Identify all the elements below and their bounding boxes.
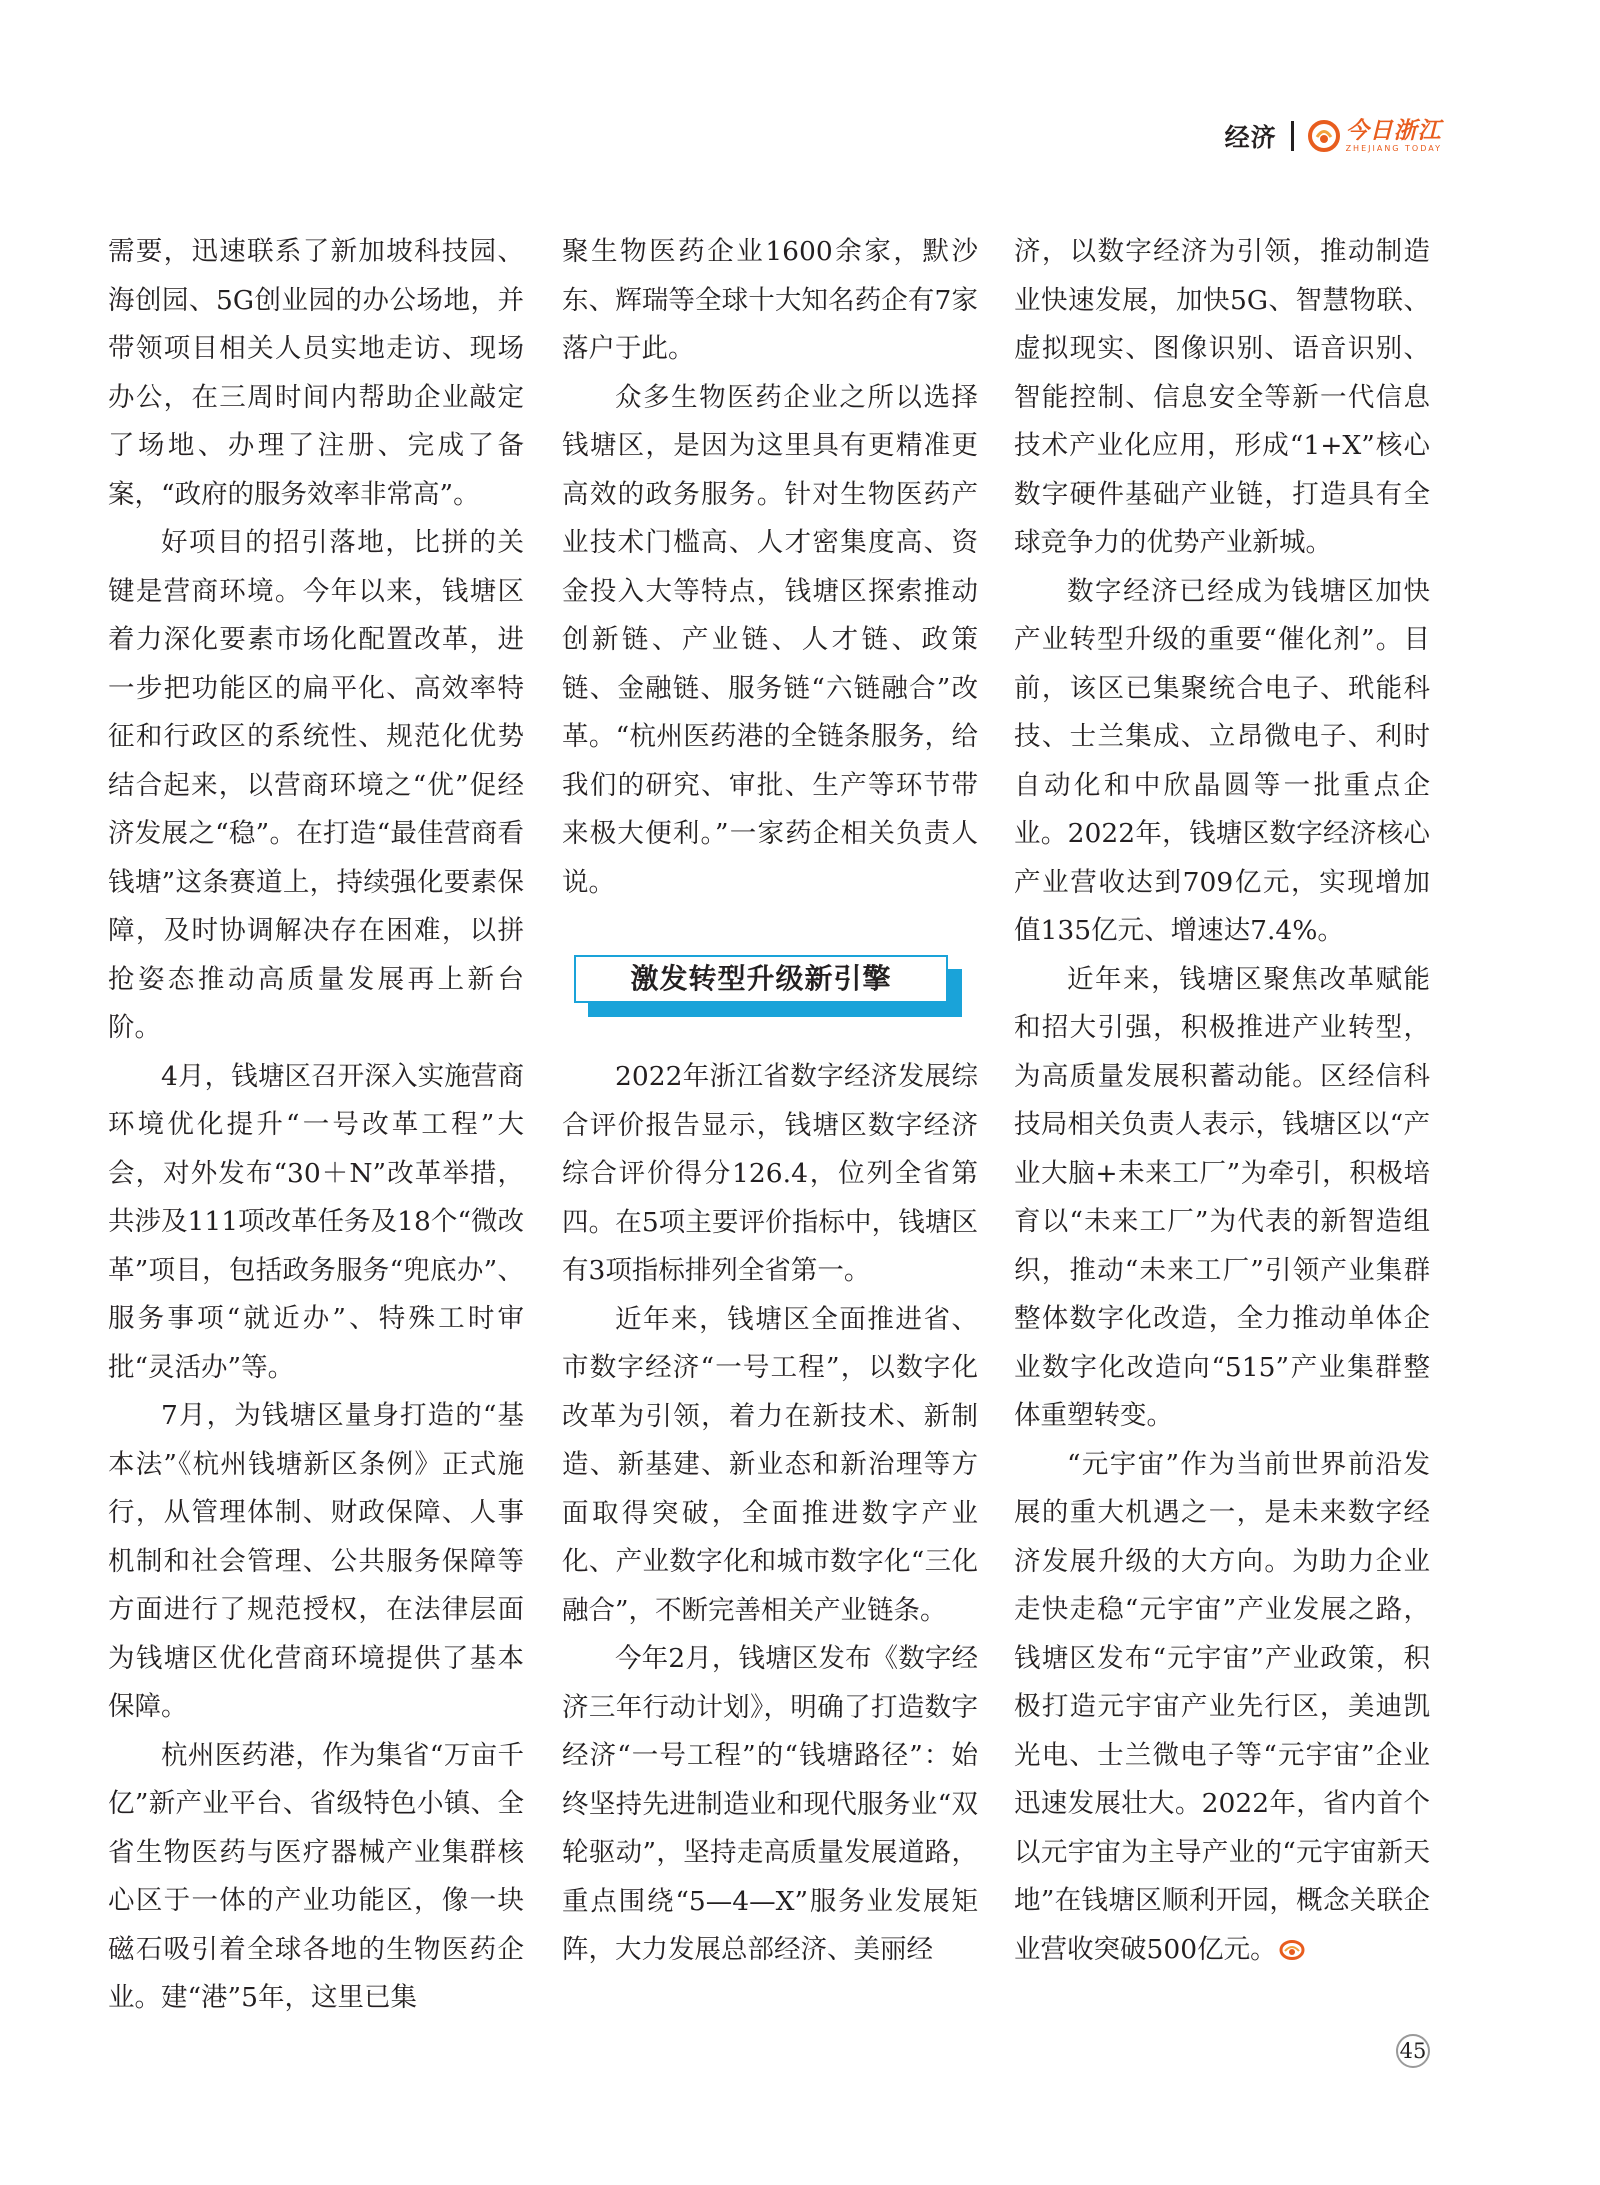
page-header — [1225, 118, 1442, 154]
article-column-1 — [108, 228, 524, 2023]
subheading-title: 激发转型升级新引擎 — [574, 955, 948, 1003]
paragraph: 好项目的招引落地，比拼的关键是营商环境。今年以来，钱塘区着力深化要素市场化配置改革，进一步把功能区的扁平化、高效率特征和行政区的系统性、规范化优势结合起来，以营商环境之“优”促经济发展之“稳”。在打造“最佳营商看钱塘”这条赛道上，持续强化要素保障，及时协调解决存在困难，以拼抢姿态推动高质量发展再上新台阶。 — [108, 527, 524, 1043]
paragraph: 众多生物医药企业之所以选择钱塘区，是因为这里具有更精准更高效的政务服务。针对生物医药产业技术门槛高、人才密集度高、资金投入大等特点，钱塘区探索推动创新链、产业链、人才链、政策链、金融链、服务链“六链融合”改革。“杭州医药港的全链条服务，给我们的研究、审批、生产等环节带来极大便利。”一家药企相关负责人说。 — [562, 381, 978, 898]
last-paragraph — [1014, 1441, 1430, 1975]
paragraph-text: “元宇宙”作为当前世界前沿发展的重大机遇之一，是未来数字经济发展升级的大方向。为助力企业走快走稳“元宇宙”产业发展之路，钱塘区发布“元宇宙”产业政策，积极打造元宇宙产业先行区，美迪凯光电、士兰微电子等“元宇宙”企业迅速发展壮大。2022年，省内首个以元宇宙为主导产业的“元宇宙新天地”在钱塘区顺利开园，概念关联企业营收突破500亿元。 — [1014, 1448, 1430, 1965]
paragraph: 济，以数字经济为引领，推动制造业快速发展，加快5G、智慧物联、虚拟现实、图像识别、语音识别、智能控制、信息安全等新一代信息技术产业化应用，形成“1+X”核心数字硬件基础产业链，打造具有全球竞争力的优势产业新城。 — [1014, 236, 1430, 558]
magazine-logo — [1308, 119, 1442, 153]
section-subheading — [574, 955, 966, 1019]
logo-english-text: ZHEJIANG TODAY — [1345, 144, 1442, 153]
article-column-3 — [1014, 228, 1430, 1974]
article-end-logo-icon — [1279, 1940, 1305, 1960]
paragraph: 4月，钱塘区召开深入实施营商环境优化提升“一号改革工程”大会，对外发布“30＋N”改革举措，共涉及111项改革任务及18个“微改革”项目，包括政务服务“兜底办”、服务事项“就近办”、特殊工时审批“灵活办”等。 — [108, 1060, 524, 1383]
header-divider — [1291, 121, 1294, 151]
paragraph: 近年来，钱塘区聚焦改革赋能和招大引强，积极推进产业转型，为高质量发展积蓄动能。区经信科技局相关负责人表示，钱塘区以“产业大脑+未来工厂”为牵引，积极培育以“未来工厂”为代表的新智造组织，推动“未来工厂”引领产业集群整体数字化改造，全力推动单体企业数字化改造向“515”产业集群整体重塑转变。 — [1014, 963, 1430, 1431]
paragraph: 聚生物医药企业1600余家，默沙东、辉瑞等全球十大知名药企有7家落户于此。 — [562, 236, 978, 364]
article-column-2 — [562, 228, 978, 1975]
logo-chinese-text: 今日浙江 — [1345, 117, 1442, 144]
paragraph: 数字经济已经成为钱塘区加快产业转型升级的重要“催化剂”。目前，该区已集聚统合电子、玳能科技、士兰集成、立昂微电子、利时自动化和中欣晶圆等一批重点企业。2022年，钱塘区数字经济核心产业营收达到709亿元，实现增加值135亿元、增速达7.4%。 — [1014, 575, 1430, 946]
paragraph: 7月，为钱塘区量身打造的“基本法”《杭州钱塘新区条例》正式施行，从管理体制、财政保障、人事机制和社会管理、公共服务保障等方面进行了规范授权，在法律层面为钱塘区优化营商环境提供了基本保障。 — [108, 1400, 524, 1722]
zhejiang-today-logo-icon — [1308, 120, 1340, 152]
paragraph: 近年来，钱塘区全面推进省、市数字经济“一号工程”，以数字化改革为引领，着力在新技术、新制造、新基建、新业态和新治理等方面取得突破，全面推进数字产业化、产业数字化和城市数字化“三化融合”，不断完善相关产业链条。 — [562, 1303, 978, 1626]
paragraph: 需要，迅速联系了新加坡科技园、海创园、5G创业园的办公场地，并带领项目相关人员实地走访、现场办公，在三周时间内帮助企业敲定了场地、办理了注册、完成了备案，“政府的服务效率非常高”。 — [108, 236, 524, 510]
paragraph: 今年2月，钱塘区发布《数字经济三年行动计划》，明确了打造数字经济“一号工程”的“钱塘路径”：始终坚持先进制造业和现代服务业“双轮驱动”，坚持走高质量发展道路，重点围绕“5—4—X”服务业发展矩阵，大力发展总部经济、美丽经 — [562, 1643, 978, 1965]
paragraph: 杭州医药港，作为集省“万亩千亿”新产业平台、省级特色小镇、全省生物医药与医疗器械产业集群核心区于一体的产业功能区，像一块磁石吸引着全球各地的生物医药企业。建“港”5年，这里已集 — [108, 1739, 524, 2013]
page-number: 45 — [1396, 2034, 1430, 2068]
section-label: 经济 — [1224, 123, 1277, 152]
paragraph: 2022年浙江省数字经济发展综合评价报告显示，钱塘区数字经济综合评价得分126.4，位列全省第四。在5项主要评价指标中，钱塘区有3项指标排列全省第一。 — [562, 1061, 978, 1286]
